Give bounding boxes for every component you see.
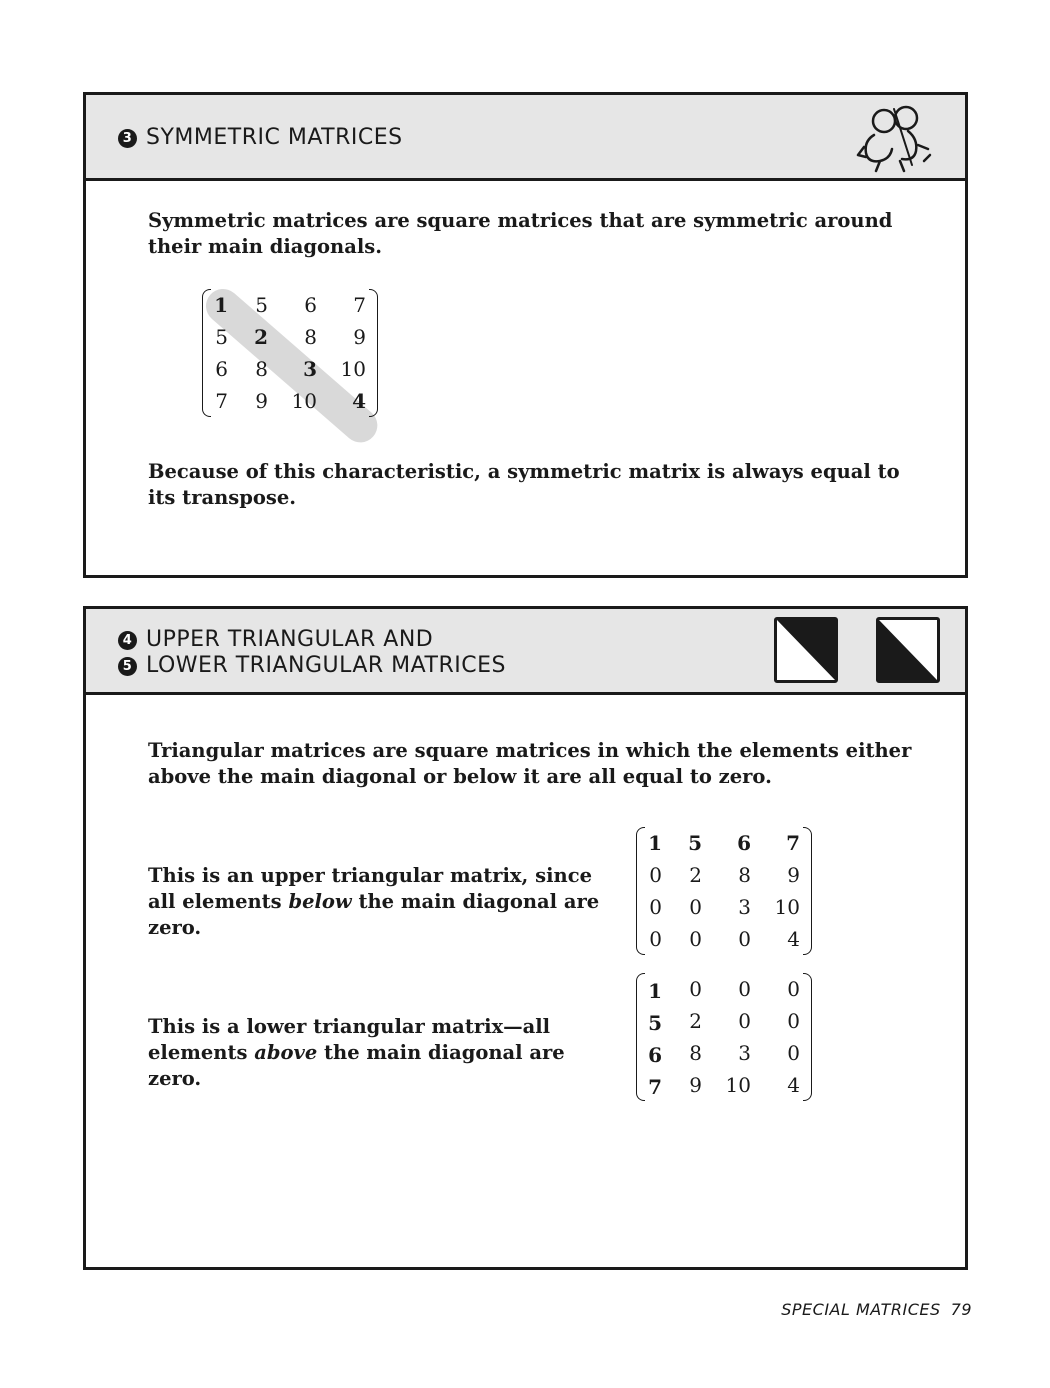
matrix-cell: 2: [689, 863, 702, 887]
description-text: the main diagonal are zero.: [148, 1041, 565, 1090]
matrix-cell: 0: [787, 977, 800, 1001]
page-footer: [781, 1300, 972, 1319]
matrix-cell: 2: [689, 1009, 702, 1033]
matrix-cell: 0: [649, 863, 662, 887]
matrix-cell: 3: [738, 895, 751, 919]
panel-header: [86, 95, 965, 181]
section-title: [118, 125, 403, 150]
matrix-cell: 10: [291, 389, 317, 413]
matrix-cell: 0: [787, 1041, 800, 1065]
matrix-cell: 7: [648, 1075, 662, 1099]
symmetric-matrices-panel: [83, 92, 968, 578]
matrix-cell: 9: [787, 863, 800, 887]
matrix-cell: 7: [786, 831, 800, 855]
matrix-cell: 0: [649, 927, 662, 951]
section-number: 4: [118, 631, 137, 650]
matrix-cell: 6: [304, 293, 317, 317]
upper-triangular-description: [148, 863, 618, 941]
description-text: This is an upper triangular matrix, since all elements: [148, 864, 592, 913]
symmetric-matrix: [202, 289, 378, 417]
matrix-cell: 8: [255, 357, 268, 381]
description-text: This is a lower triangular matrix—all elements: [148, 1015, 551, 1064]
section-title-text: UPPER TRIANGULAR AND: [146, 627, 434, 652]
upper-triangle-icon: [774, 617, 838, 683]
matrix-cell: 7: [215, 389, 228, 413]
matrix-cell: 9: [689, 1073, 702, 1097]
triangular-intro: Triangular matrices are square matrices in which the elements either above the main diagonal or below it are all equal to zero.: [148, 739, 912, 788]
matrix-cell: 1: [214, 293, 228, 317]
mirror-figures-icon: [854, 101, 936, 175]
matrix-cell: 0: [738, 977, 751, 1001]
matrix-cell: 1: [648, 831, 662, 855]
matrix-cell: 0: [738, 927, 751, 951]
matrix-cell: 0: [787, 1009, 800, 1033]
right-bracket: [803, 827, 812, 955]
symmetric-intro: Symmetric matrices are square matrices that are symmetric around their main diagonals.: [148, 209, 893, 258]
right-bracket: [369, 289, 378, 417]
matrix-cell: 10: [725, 1073, 751, 1097]
matrix-cell: 6: [737, 831, 751, 855]
matrix-cell: 8: [304, 325, 317, 349]
matrix-cell: 5: [648, 1011, 662, 1035]
description-emphasis: above: [254, 1041, 318, 1064]
section-title-text: LOWER TRIANGULAR MATRICES: [146, 653, 506, 678]
matrix-cell: 4: [352, 389, 366, 413]
matrix-cell: 5: [215, 325, 228, 349]
matrix-cell: 6: [648, 1043, 662, 1067]
upper-triangular-matrix: [636, 827, 812, 955]
lower-triangular-matrix: [636, 973, 812, 1101]
section-title-upper: [118, 627, 433, 652]
matrix-cell: 0: [649, 895, 662, 919]
panel-header: [86, 609, 965, 695]
triangular-matrices-panel: [83, 606, 968, 1270]
matrix-cell: 2: [254, 325, 268, 349]
matrix-cell: 4: [787, 927, 800, 951]
matrix-cell: 8: [738, 863, 751, 887]
matrix-cell: 0: [689, 977, 702, 1001]
matrix-cell: 0: [738, 1009, 751, 1033]
matrix-cell: 4: [787, 1073, 800, 1097]
matrix-cell: 0: [689, 927, 702, 951]
matrix-cell: 8: [689, 1041, 702, 1065]
matrix-cell: 3: [738, 1041, 751, 1065]
description-text: the main diagonal are zero.: [148, 890, 600, 939]
matrix-cell: 6: [215, 357, 228, 381]
matrix-cell: 9: [353, 325, 366, 349]
matrix-cell: 0: [689, 895, 702, 919]
matrix-cell: 1: [648, 979, 662, 1003]
matrix-cell: 5: [255, 293, 268, 317]
section-number: 5: [118, 657, 137, 676]
section-number: 3: [118, 129, 137, 148]
matrix-cell: 7: [353, 293, 366, 317]
matrix-cell: 5: [688, 831, 702, 855]
right-bracket: [803, 973, 812, 1101]
description-emphasis: below: [288, 890, 352, 913]
symmetric-conclusion: Because of this characteristic, a symmetric matrix is always equal to its transpose.: [148, 460, 900, 509]
page-number: 79: [950, 1300, 972, 1319]
matrix-cell: 10: [340, 357, 366, 381]
section-title-text: SYMMETRIC MATRICES: [146, 125, 403, 150]
matrix-cell: 3: [303, 357, 317, 381]
matrix-cell: 10: [774, 895, 800, 919]
lower-triangle-icon: [876, 617, 940, 683]
section-title-lower: [118, 653, 506, 678]
footer-section-name: SPECIAL MATRICES: [781, 1300, 941, 1319]
matrix-cell: 9: [255, 389, 268, 413]
lower-triangular-description: [148, 1014, 618, 1092]
